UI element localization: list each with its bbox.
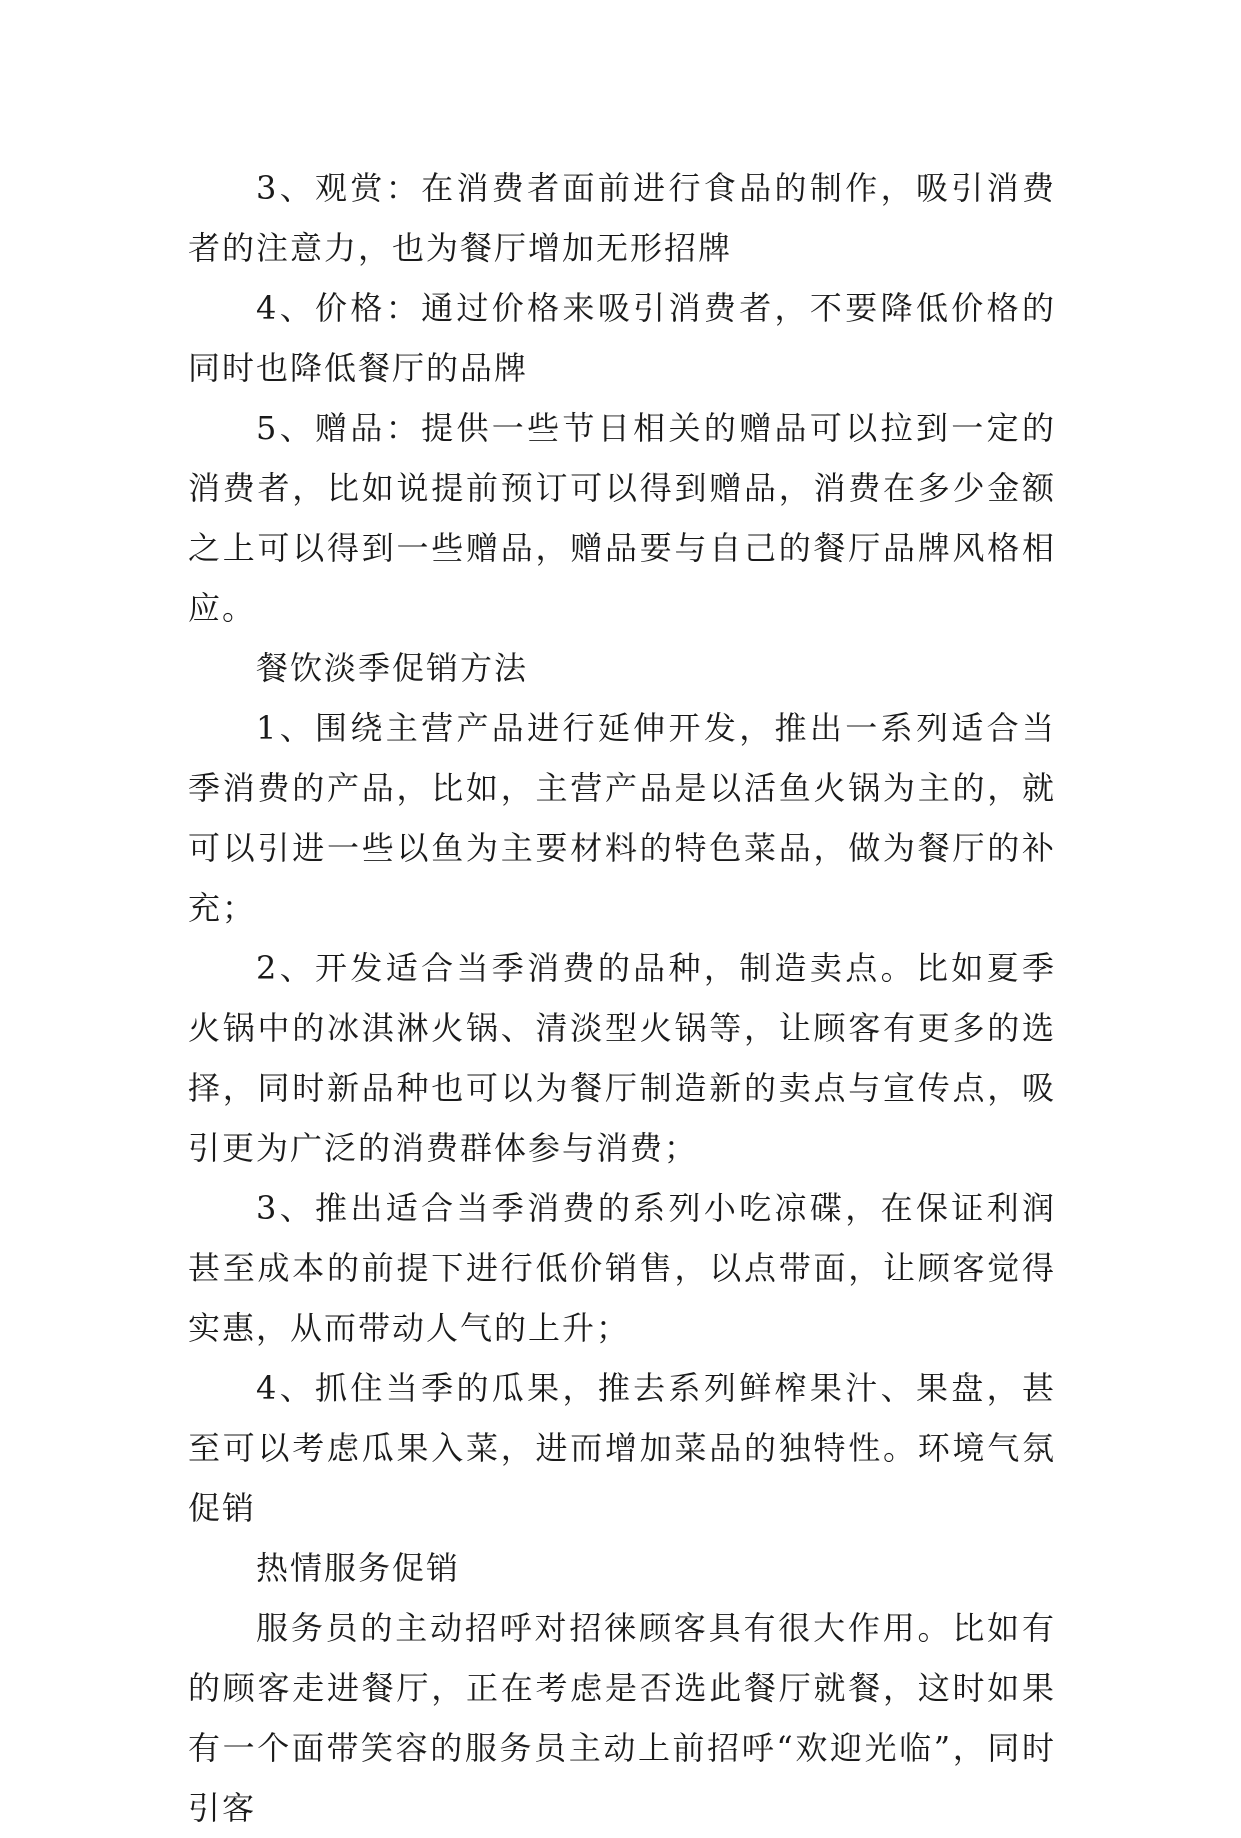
section-heading-off-season: 餐饮淡季促销方法 [256,649,529,687]
paragraph-greeting: 服务员的主动招呼对招徕顾客具有很大作用。比如有的顾客走进餐厅，正在考虑是否选此餐厅就餐，这时如果有一个面带笑容的服务员主动上前招呼“欢迎光临”，同时引客 [188,1609,1056,1827]
section-heading-service: 热情服务促销 [256,1549,461,1587]
paragraph-fruits: 4、抓住当季的瓜果，推去系列鲜榨果汁、果盘，甚至可以考虑瓜果入菜，进而增加菜品的独特性。环境气氛促销 [188,1369,1056,1527]
paragraph-price: 4、价格：通过价格来吸引消费者，不要降低价格的同时也降低餐厅的品牌 [188,289,1056,387]
body-text [188,158,1056,1838]
paragraph-seasonal-varieties: 2、开发适合当季消费的品种，制造卖点。比如夏季火锅中的冰淇淋火锅、清淡型火锅等，让顾客有更多的选择，同时新品种也可以为餐厅制造新的卖点与宣传点，吸引更为广泛的消费群体参与消费； [188,949,1056,1167]
paragraph-gifts: 5、赠品：提供一些节日相关的赠品可以拉到一定的消费者，比如说提前预订可以得到赠品，消费在多少金额之上可以得到一些赠品，赠品要与自己的餐厅品牌风格相应。 [188,409,1056,627]
paragraph-viewing: 3、观赏：在消费者面前进行食品的制作，吸引消费者的注意力，也为餐厅增加无形招牌 [188,169,1056,267]
paragraph-snacks: 3、推出适合当季消费的系列小吃凉碟，在保证利润甚至成本的前提下进行低价销售，以点带面，让顾客觉得实惠，从而带动人气的上升； [188,1189,1056,1347]
paragraph-extend-products: 1、围绕主营产品进行延伸开发，推出一系列适合当季消费的产品，比如，主营产品是以活鱼火锅为主的，就可以引进一些以鱼为主要材料的特色菜品，做为餐厅的补充； [188,709,1056,927]
